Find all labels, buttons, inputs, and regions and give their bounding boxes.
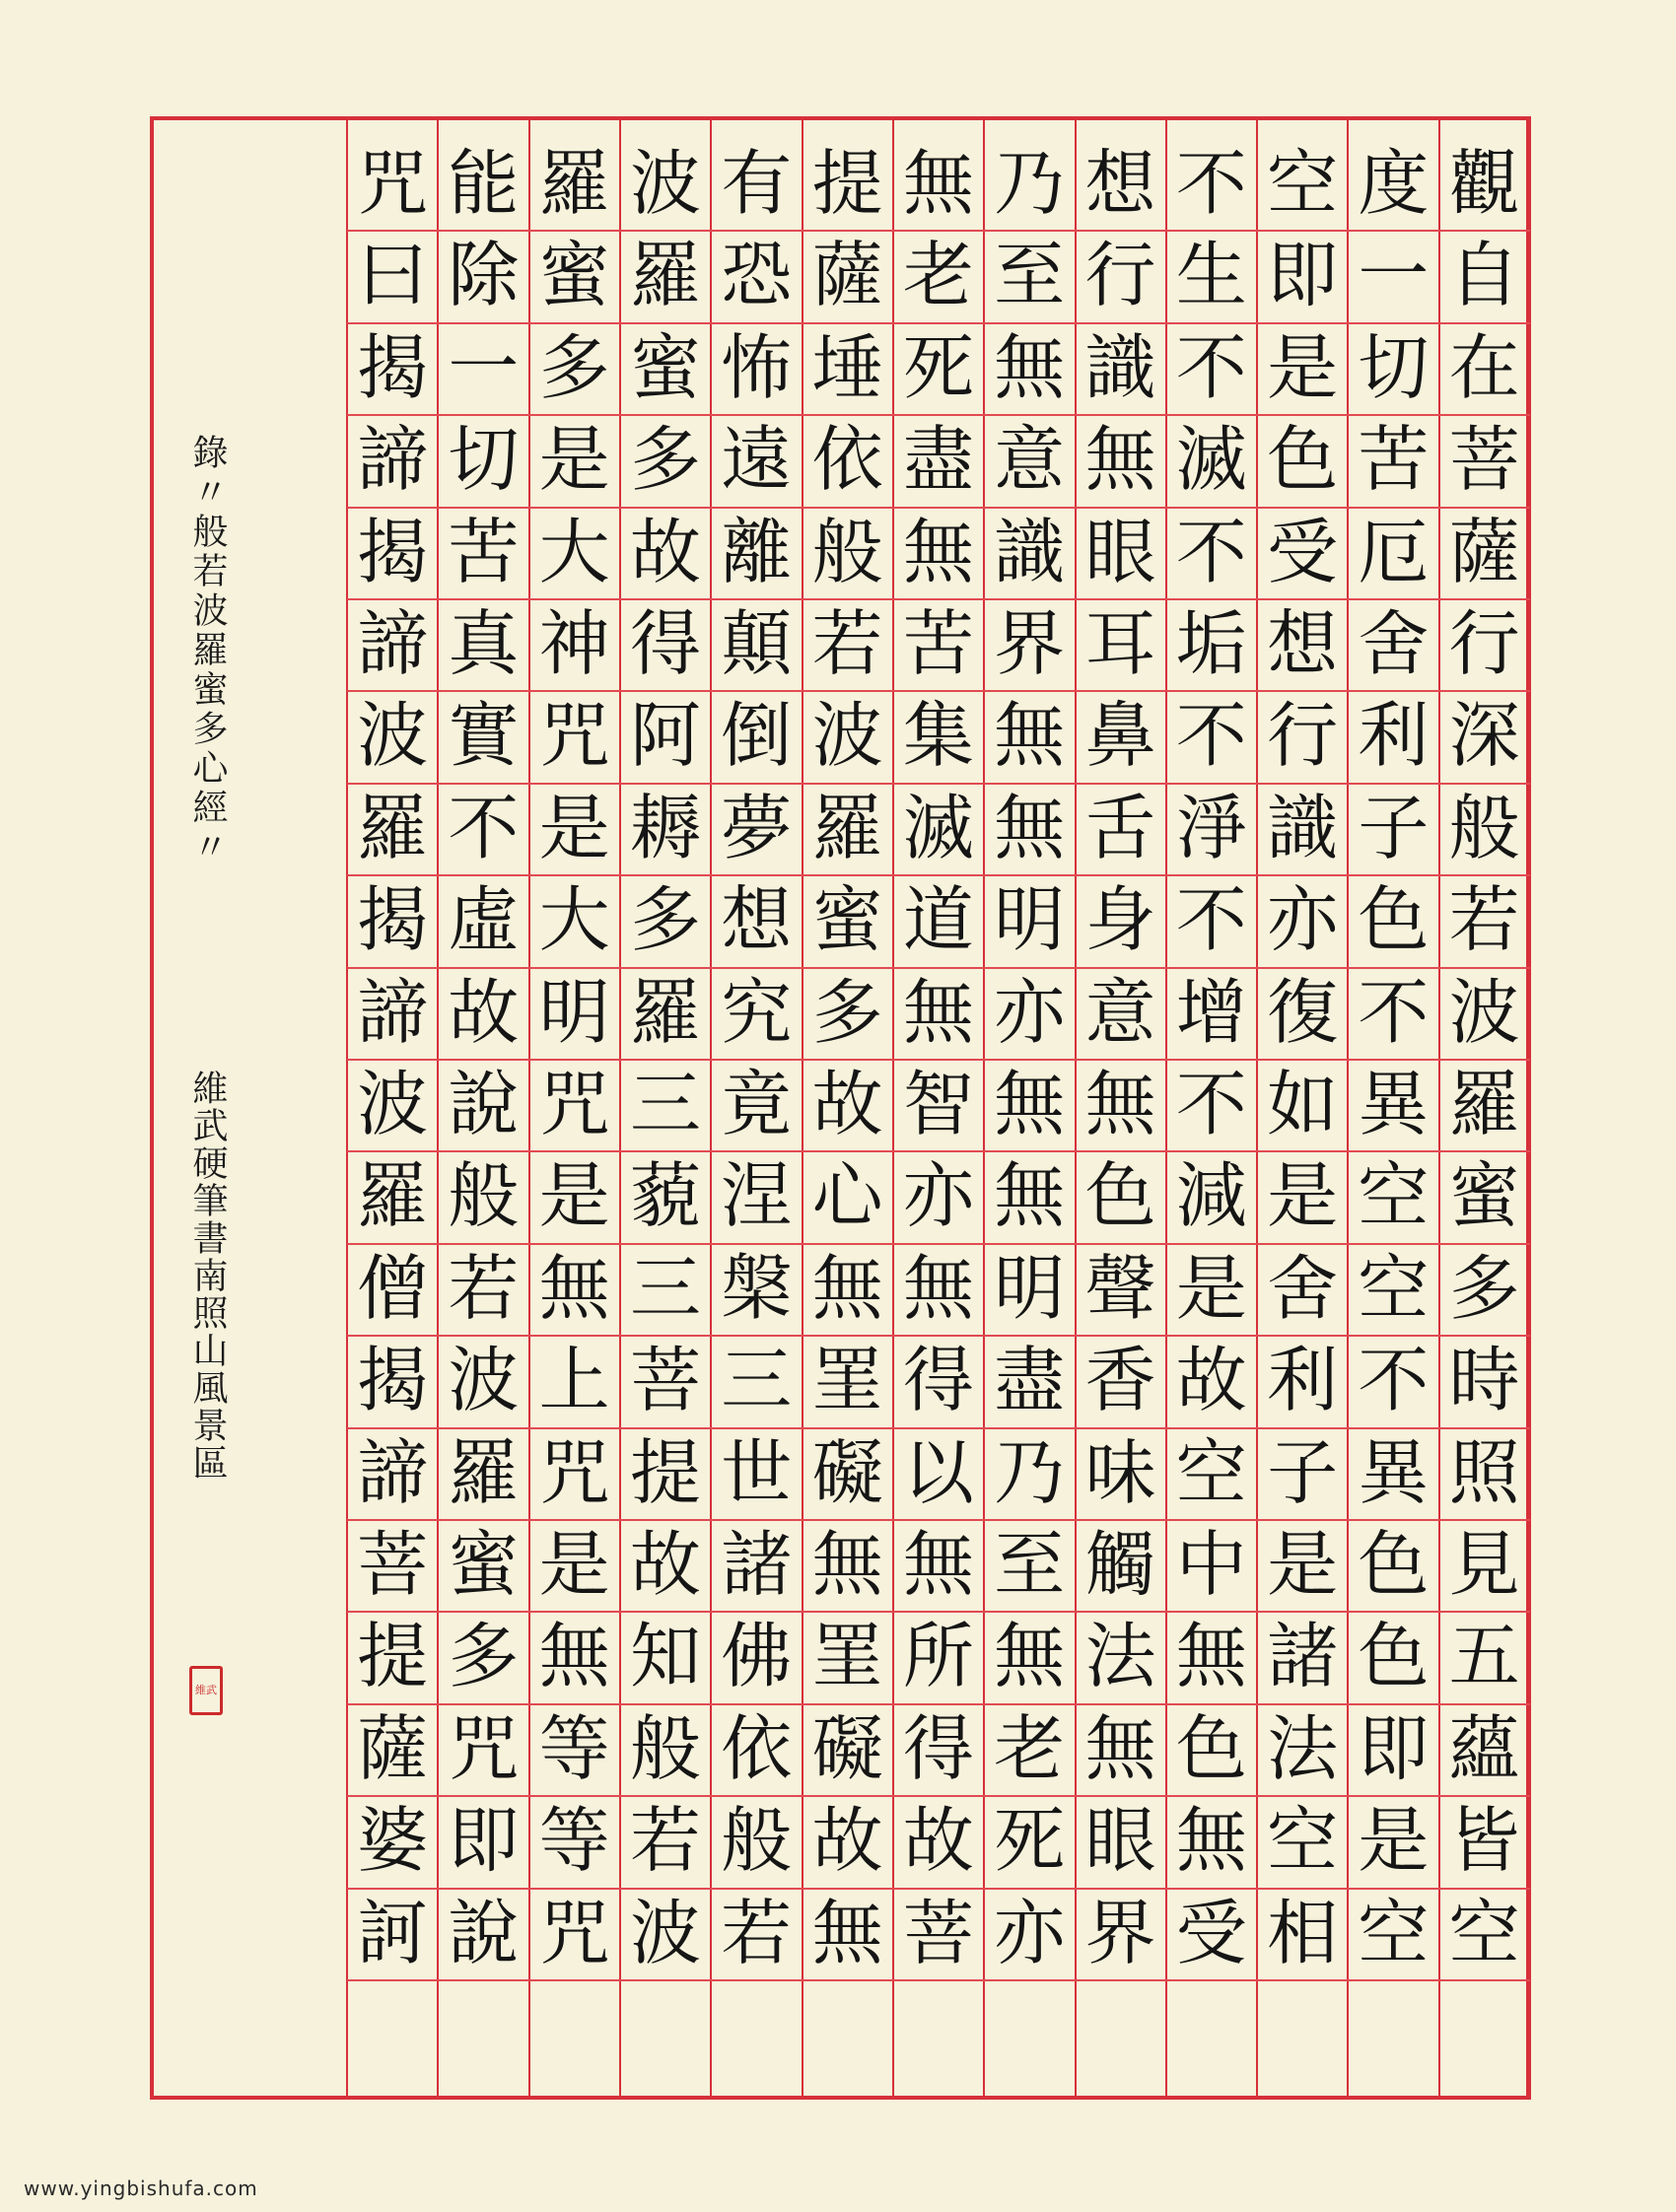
calligraphy-character: 真 — [448, 602, 520, 685]
calligraphy-character: 垢 — [1175, 602, 1247, 685]
calligraphy-character: 味 — [1084, 1430, 1156, 1514]
calligraphy-character: 波 — [811, 694, 883, 778]
calligraphy-character: 老 — [994, 1706, 1066, 1790]
calligraphy-character: 阿 — [629, 694, 701, 778]
calligraphy-character: 大 — [538, 878, 610, 962]
calligraphy-character: 明 — [994, 1246, 1066, 1330]
calligraphy-character: 明 — [538, 970, 610, 1054]
calligraphy-character: 蜜 — [1448, 1154, 1520, 1238]
calligraphy-character: 蜜 — [629, 325, 701, 409]
calligraphy-character: 薩 — [1448, 510, 1520, 593]
calligraphy-character: 得 — [902, 1339, 974, 1422]
calligraphy-character: 諦 — [357, 970, 429, 1054]
calligraphy-character: 意 — [994, 418, 1066, 502]
calligraphy-character: 識 — [1267, 786, 1339, 869]
calligraphy-character: 無 — [811, 1246, 883, 1330]
calligraphy-character: 色 — [1358, 1615, 1430, 1698]
calligraphy-character: 羅 — [629, 234, 701, 317]
calligraphy-character: 故 — [811, 1063, 883, 1145]
calligraphy-character: 識 — [1084, 325, 1156, 409]
calligraphy-character: 不 — [1358, 970, 1430, 1054]
calligraphy-character: 行 — [1267, 694, 1339, 778]
calligraphy-character: 三 — [721, 1339, 793, 1422]
calligraphy-character: 切 — [448, 418, 520, 502]
calligraphy-character: 菩 — [902, 1891, 974, 1974]
calligraphy-character: 訶 — [357, 1891, 429, 1974]
calligraphy-character: 空 — [1175, 1430, 1247, 1514]
calligraphy-character: 佛 — [721, 1615, 793, 1698]
calligraphy-character: 多 — [538, 325, 610, 409]
calligraphy-character: 竟 — [721, 1063, 793, 1145]
calligraphy-character: 蜜 — [811, 878, 883, 962]
calligraphy-character: 即 — [1267, 234, 1339, 317]
grid-row-line — [347, 1979, 1530, 1981]
calligraphy-character: 多 — [811, 970, 883, 1054]
calligraphy-character: 咒 — [538, 1891, 610, 1974]
calligraphy-character: 是 — [1267, 325, 1339, 409]
calligraphy-character: 所 — [902, 1615, 974, 1698]
calligraphy-character: 子 — [1267, 1430, 1339, 1514]
calligraphy-character: 無 — [994, 786, 1066, 869]
calligraphy-character: 羅 — [1448, 1063, 1520, 1145]
calligraphy-character: 揭 — [357, 510, 429, 593]
calligraphy-character: 空 — [1267, 1799, 1339, 1883]
calligraphy-character: 無 — [1175, 1615, 1247, 1698]
calligraphy-character: 集 — [902, 694, 974, 778]
calligraphy-character: 上 — [538, 1339, 610, 1422]
calligraphy-character: 藐 — [629, 1154, 701, 1238]
calligraphy-character: 身 — [1084, 878, 1156, 962]
calligraphy-character: 夢 — [721, 786, 793, 869]
calligraphy-character: 色 — [1267, 418, 1339, 502]
calligraphy-character: 香 — [1084, 1339, 1156, 1422]
calligraphy-character: 法 — [1084, 1615, 1156, 1698]
calligraphy-character: 相 — [1267, 1891, 1339, 1974]
calligraphy-character: 無 — [1084, 418, 1156, 502]
calligraphy-character: 薩 — [811, 234, 883, 317]
calligraphy-character: 不 — [1175, 878, 1247, 962]
calligraphy-character: 諦 — [357, 1430, 429, 1514]
calligraphy-character: 有 — [721, 142, 793, 225]
calligraphy-character: 無 — [902, 142, 974, 225]
calligraphy-character: 即 — [448, 1799, 520, 1883]
calligraphy-character: 諸 — [721, 1523, 793, 1606]
calligraphy-character: 舍 — [1358, 602, 1430, 685]
calligraphy-character: 意 — [1084, 970, 1156, 1054]
calligraphy-character: 咒 — [538, 1063, 610, 1145]
calligraphy-character: 不 — [1358, 1339, 1430, 1422]
grid-column-line — [150, 116, 152, 2100]
calligraphy-character: 說 — [448, 1891, 520, 1974]
signature-inscription: 維武硬筆書南照山風景區 — [187, 1070, 228, 1482]
calligraphy-character: 至 — [994, 234, 1066, 317]
calligraphy-character: 見 — [1448, 1523, 1520, 1606]
calligraphy-character: 倒 — [721, 694, 793, 778]
calligraphy-character: 大 — [538, 510, 610, 593]
calligraphy-character: 是 — [538, 1523, 610, 1606]
calligraphy-character: 法 — [1267, 1706, 1339, 1790]
calligraphy-character: 般 — [629, 1706, 701, 1790]
calligraphy-character: 復 — [1267, 970, 1339, 1054]
calligraphy-character: 舍 — [1267, 1246, 1339, 1330]
calligraphy-character: 波 — [629, 1891, 701, 1974]
calligraphy-character: 是 — [1175, 1246, 1247, 1330]
calligraphy-character: 若 — [811, 602, 883, 685]
calligraphy-character: 蜜 — [448, 1523, 520, 1606]
website-watermark: www.yingbishufa.com — [24, 2177, 258, 2200]
calligraphy-character: 色 — [1175, 1706, 1247, 1790]
calligraphy-character: 揭 — [357, 325, 429, 409]
calligraphy-character: 波 — [357, 1063, 429, 1145]
calligraphy-character: 智 — [902, 1063, 974, 1145]
calligraphy-character: 色 — [1358, 1523, 1430, 1606]
calligraphy-character: 色 — [1084, 1154, 1156, 1238]
calligraphy-character: 是 — [1267, 1154, 1339, 1238]
calligraphy-character: 不 — [1175, 510, 1247, 593]
calligraphy-character: 一 — [1358, 234, 1430, 317]
calligraphy-character: 揭 — [357, 1339, 429, 1422]
calligraphy-character: 苦 — [448, 510, 520, 593]
calligraphy-character: 無 — [902, 1523, 974, 1606]
calligraphy-character: 諦 — [357, 418, 429, 502]
calligraphy-character: 礙 — [811, 1430, 883, 1514]
calligraphy-character: 苦 — [902, 602, 974, 685]
calligraphy-character: 羅 — [538, 142, 610, 225]
calligraphy-character: 故 — [629, 510, 701, 593]
calligraphy-character: 異 — [1358, 1430, 1430, 1514]
calligraphy-character: 若 — [629, 1799, 701, 1883]
calligraphy-character: 界 — [1084, 1891, 1156, 1974]
calligraphy-character: 想 — [1267, 602, 1339, 685]
calligraphy-character: 罣 — [811, 1339, 883, 1422]
calligraphy-character: 般 — [721, 1799, 793, 1883]
calligraphy-character: 三 — [629, 1246, 701, 1330]
calligraphy-character: 若 — [1448, 878, 1520, 962]
calligraphy-character: 空 — [1267, 142, 1339, 225]
calligraphy-character: 依 — [721, 1706, 793, 1790]
calligraphy-character: 無 — [811, 1891, 883, 1974]
calligraphy-character: 咒 — [448, 1706, 520, 1790]
calligraphy-character: 無 — [994, 1154, 1066, 1238]
calligraphy-character: 得 — [902, 1706, 974, 1790]
calligraphy-character: 想 — [721, 878, 793, 962]
calligraphy-character: 中 — [1175, 1523, 1247, 1606]
calligraphy-character: 時 — [1448, 1339, 1520, 1422]
calligraphy-character: 自 — [1448, 234, 1520, 317]
calligraphy-character: 無 — [538, 1246, 610, 1330]
calligraphy-character: 得 — [629, 602, 701, 685]
calligraphy-character: 羅 — [811, 786, 883, 869]
calligraphy-character: 淨 — [1175, 786, 1247, 869]
calligraphy-character: 盡 — [994, 1339, 1066, 1422]
calligraphy-character: 說 — [448, 1063, 520, 1145]
calligraphy-character: 是 — [1358, 1799, 1430, 1883]
calligraphy-character: 提 — [629, 1430, 701, 1514]
calligraphy-character: 無 — [994, 1615, 1066, 1698]
calligraphy-character: 想 — [1084, 142, 1156, 225]
calligraphy-character: 道 — [902, 878, 974, 962]
red-seal-stamp: 維武 — [189, 1666, 223, 1715]
calligraphy-character: 無 — [902, 1246, 974, 1330]
calligraphy-character: 異 — [1358, 1063, 1430, 1145]
calligraphy-character: 不 — [1175, 694, 1247, 778]
calligraphy-character: 咒 — [357, 142, 429, 225]
calligraphy-character: 觸 — [1084, 1523, 1156, 1606]
calligraphy-character: 埵 — [811, 325, 883, 409]
calligraphy-character: 在 — [1448, 325, 1520, 409]
calligraphy-character: 羅 — [629, 970, 701, 1054]
calligraphy-character: 不 — [1175, 1063, 1247, 1145]
calligraphy-character: 罣 — [811, 1615, 883, 1698]
calligraphy-character: 聲 — [1084, 1246, 1156, 1330]
calligraphy-character: 多 — [448, 1615, 520, 1698]
calligraphy-character: 三 — [629, 1063, 701, 1145]
calligraphy-character: 諦 — [357, 602, 429, 685]
calligraphy-character: 虛 — [448, 878, 520, 962]
calligraphy-character: 至 — [994, 1523, 1066, 1606]
calligraphy-character: 怖 — [721, 325, 793, 409]
calligraphy-character: 等 — [538, 1706, 610, 1790]
calligraphy-character: 提 — [357, 1615, 429, 1698]
calligraphy-character: 界 — [994, 602, 1066, 685]
calligraphy-character: 故 — [448, 970, 520, 1054]
calligraphy-character: 即 — [1358, 1706, 1430, 1790]
calligraphy-character: 諸 — [1267, 1615, 1339, 1698]
calligraphy-character: 無 — [1084, 1063, 1156, 1145]
calligraphy-character: 故 — [811, 1799, 883, 1883]
calligraphy-character: 五 — [1448, 1615, 1520, 1698]
calligraphy-character: 是 — [538, 418, 610, 502]
calligraphy-character: 槃 — [721, 1246, 793, 1330]
calligraphy-character: 遠 — [721, 418, 793, 502]
calligraphy-character: 亦 — [902, 1154, 974, 1238]
calligraphy-character: 知 — [629, 1615, 701, 1698]
calligraphy-character: 盡 — [902, 418, 974, 502]
calligraphy-character: 能 — [448, 142, 520, 225]
calligraphy-character: 波 — [448, 1339, 520, 1422]
calligraphy-character: 皆 — [1448, 1799, 1520, 1883]
title-inscription: 錄〃般若波羅蜜多心經〃 — [187, 434, 228, 867]
calligraphy-character: 神 — [538, 602, 610, 685]
calligraphy-character: 一 — [448, 325, 520, 409]
calligraphy-character: 羅 — [448, 1430, 520, 1514]
calligraphy-character: 乃 — [994, 1430, 1066, 1514]
calligraphy-character: 薩 — [357, 1706, 429, 1790]
calligraphy-character: 耨 — [629, 786, 701, 869]
calligraphy-character: 亦 — [1267, 878, 1339, 962]
calligraphy-character: 般 — [811, 510, 883, 593]
calligraphy-character: 咒 — [538, 694, 610, 778]
calligraphy-character: 如 — [1267, 1063, 1339, 1145]
calligraphy-character: 度 — [1358, 142, 1430, 225]
calligraphy-character: 波 — [357, 694, 429, 778]
calligraphy-character: 空 — [1358, 1891, 1430, 1974]
calligraphy-character: 實 — [448, 694, 520, 778]
calligraphy-character: 等 — [538, 1799, 610, 1883]
calligraphy-character: 舌 — [1084, 786, 1156, 869]
calligraphy-character: 死 — [902, 325, 974, 409]
calligraphy-character: 多 — [1448, 1246, 1520, 1330]
calligraphy-character: 無 — [1084, 1706, 1156, 1790]
calligraphy-character: 般 — [1448, 786, 1520, 869]
calligraphy-character: 無 — [994, 1063, 1066, 1145]
calligraphy-character: 色 — [1358, 878, 1430, 962]
calligraphy-character: 明 — [994, 878, 1066, 962]
calligraphy-character: 亦 — [994, 970, 1066, 1054]
calligraphy-character: 無 — [811, 1523, 883, 1606]
calligraphy-character: 眼 — [1084, 510, 1156, 593]
calligraphy-character: 行 — [1448, 602, 1520, 685]
calligraphy-character: 無 — [994, 325, 1066, 409]
calligraphy-character: 多 — [629, 418, 701, 502]
calligraphy-character: 波 — [629, 142, 701, 225]
calligraphy-character: 減 — [1175, 1154, 1247, 1238]
calligraphy-character: 顛 — [721, 602, 793, 685]
calligraphy-character: 若 — [448, 1246, 520, 1330]
calligraphy-character: 蜜 — [538, 234, 610, 317]
calligraphy-character: 依 — [811, 418, 883, 502]
calligraphy-character: 咒 — [538, 1430, 610, 1514]
calligraphy-character: 以 — [902, 1430, 974, 1514]
calligraphy-character: 觀 — [1448, 142, 1520, 225]
calligraphy-character: 照 — [1448, 1430, 1520, 1514]
calligraphy-character: 僧 — [357, 1246, 429, 1330]
calligraphy-character: 羅 — [357, 1154, 429, 1238]
calligraphy-character: 多 — [629, 878, 701, 962]
calligraphy-character: 厄 — [1358, 510, 1430, 593]
calligraphy-character: 不 — [1175, 325, 1247, 409]
calligraphy-character: 無 — [994, 694, 1066, 778]
calligraphy-character: 識 — [994, 510, 1066, 593]
calligraphy-character: 世 — [721, 1430, 793, 1514]
calligraphy-character: 菩 — [357, 1523, 429, 1606]
calligraphy-character: 般 — [448, 1154, 520, 1238]
calligraphy-character: 受 — [1267, 510, 1339, 593]
calligraphy-character: 是 — [538, 1154, 610, 1238]
calligraphy-character: 無 — [902, 970, 974, 1054]
calligraphy-character: 滅 — [902, 786, 974, 869]
calligraphy-character: 涅 — [721, 1154, 793, 1238]
calligraphy-character: 空 — [1358, 1154, 1430, 1238]
calligraphy-character: 生 — [1175, 234, 1247, 317]
calligraphy-character: 無 — [538, 1615, 610, 1698]
calligraphy-character: 無 — [902, 510, 974, 593]
calligraphy-character: 故 — [629, 1523, 701, 1606]
calligraphy-character: 婆 — [357, 1799, 429, 1883]
calligraphy-character: 老 — [902, 234, 974, 317]
calligraphy-character: 死 — [994, 1799, 1066, 1883]
calligraphy-character: 蘊 — [1448, 1706, 1520, 1790]
calligraphy-character: 空 — [1448, 1891, 1520, 1974]
calligraphy-character: 子 — [1358, 786, 1430, 869]
calligraphy-character: 菩 — [1448, 418, 1520, 502]
calligraphy-character: 是 — [538, 786, 610, 869]
calligraphy-character: 苦 — [1358, 418, 1430, 502]
calligraphy-character: 菩 — [629, 1339, 701, 1422]
calligraphy-character: 是 — [1267, 1523, 1339, 1606]
calligraphy-character: 切 — [1358, 325, 1430, 409]
calligraphy-character: 無 — [1175, 1799, 1247, 1883]
calligraphy-character: 不 — [448, 786, 520, 869]
calligraphy-character: 羅 — [357, 786, 429, 869]
calligraphy-character: 究 — [721, 970, 793, 1054]
calligraphy-character: 乃 — [994, 142, 1066, 225]
calligraphy-character: 恐 — [721, 234, 793, 317]
calligraphy-character: 眼 — [1084, 1799, 1156, 1883]
calligraphy-character: 曰 — [357, 234, 429, 317]
calligraphy-character: 受 — [1175, 1891, 1247, 1974]
calligraphy-character: 波 — [1448, 970, 1520, 1054]
calligraphy-character: 礙 — [811, 1706, 883, 1790]
calligraphy-character: 增 — [1175, 970, 1247, 1054]
calligraphy-character: 心 — [811, 1154, 883, 1238]
calligraphy-character: 利 — [1267, 1339, 1339, 1422]
calligraphy-character: 鼻 — [1084, 694, 1156, 778]
calligraphy-character: 耳 — [1084, 602, 1156, 685]
calligraphy-character: 不 — [1175, 142, 1247, 225]
calligraphy-character: 利 — [1358, 694, 1430, 778]
calligraphy-character: 離 — [721, 510, 793, 593]
calligraphy-character: 除 — [448, 234, 520, 317]
calligraphy-character: 亦 — [994, 1891, 1066, 1974]
calligraphy-character: 行 — [1084, 234, 1156, 317]
calligraphy-character: 若 — [721, 1891, 793, 1974]
calligraphy-character: 提 — [811, 142, 883, 225]
calligraphy-character: 故 — [902, 1799, 974, 1883]
calligraphy-character: 故 — [1175, 1339, 1247, 1422]
calligraphy-character: 空 — [1358, 1246, 1430, 1330]
calligraphy-character: 滅 — [1175, 418, 1247, 502]
calligraphy-character: 深 — [1448, 694, 1520, 778]
calligraphy-character: 揭 — [357, 878, 429, 962]
